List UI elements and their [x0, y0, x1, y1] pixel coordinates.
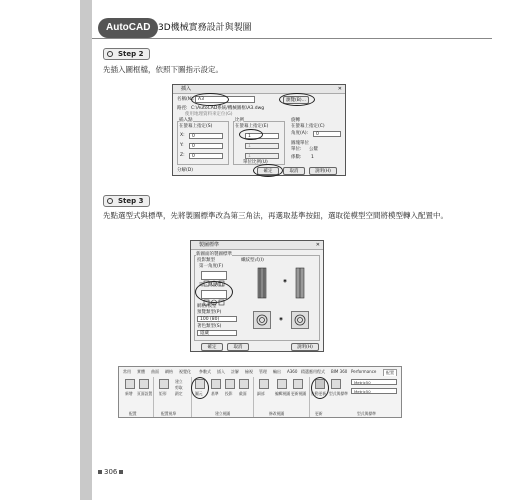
- page-number-value: 306: [104, 468, 118, 476]
- ribbon-tab[interactable]: 常用: [123, 369, 131, 374]
- ribbon-tab[interactable]: 檢視: [245, 369, 253, 374]
- ribbon-tab[interactable]: BIM 360: [331, 369, 348, 374]
- header-divider: [92, 38, 492, 39]
- update-view-label: 編輯視圖: [275, 391, 291, 396]
- factor-label: 係數:: [291, 155, 302, 160]
- panel-label-viewports: 配置視埠: [161, 411, 177, 416]
- clip-small-button[interactable]: 剪取: [175, 385, 183, 390]
- preview-b-icon[interactable]: [291, 311, 309, 329]
- ok-highlight-oval: [253, 164, 283, 177]
- scale-y-input: [245, 143, 279, 149]
- ribbon-tab[interactable]: 網格: [165, 369, 173, 374]
- create-small-button[interactable]: 建立: [175, 379, 183, 384]
- base-highlight-oval: [191, 377, 209, 399]
- ribbon-tab[interactable]: 註解: [231, 369, 239, 374]
- step3-badge: [103, 195, 150, 207]
- styles-icon[interactable]: [331, 379, 341, 389]
- scale-y-value: 1: [248, 144, 251, 149]
- path-value: C:\AutoCAD系統/機械圖框\A3.dwg: [191, 106, 265, 111]
- y-input[interactable]: [189, 143, 223, 149]
- style-dropdown-2[interactable]: [351, 388, 397, 394]
- step2-label: Step 2: [118, 50, 144, 58]
- drafting-dialog-titlebar: [191, 241, 323, 250]
- auto-update-label: 更新視圖: [291, 391, 307, 396]
- step3-text: 先點選型式與標準，先將製圖標準改為第三角法，再選取基準按鈕，選取從模型空間將模型轉入配置中。: [103, 211, 448, 220]
- ribbon-tab[interactable]: Performance: [351, 369, 377, 374]
- drafting-standard-dialog: [190, 240, 324, 352]
- name-value: A3: [198, 97, 204, 102]
- z-input[interactable]: [189, 153, 223, 159]
- help-button[interactable]: 說明(H): [291, 343, 319, 351]
- page-setup-label: 頁面設置: [137, 391, 153, 396]
- thread-style-b-icon[interactable]: [291, 267, 309, 299]
- x-value: 0: [192, 134, 195, 139]
- new-layout-icon[interactable]: [125, 379, 135, 389]
- insert-dialog-title: 插入: [181, 86, 192, 92]
- book-title: 3D機械實務設計與製圖: [158, 23, 252, 33]
- projected-label: 基準: [211, 391, 219, 396]
- factor-value: 1: [311, 155, 314, 160]
- z-label: Z:: [180, 153, 185, 158]
- rotation-title: 旋轉: [291, 118, 300, 123]
- ok-button[interactable]: 確定: [257, 167, 279, 175]
- drafting-standard-highlight-oval: [311, 377, 329, 399]
- shading-title: 網格/模型: [197, 304, 217, 309]
- preview-type-select[interactable]: [197, 330, 237, 336]
- style-dropdown-1[interactable]: [351, 379, 397, 385]
- brand-badge: [98, 18, 158, 38]
- panel-separator: [253, 377, 254, 417]
- ribbon-tab[interactable]: 實體: [137, 369, 145, 374]
- x-label: X:: [180, 133, 185, 138]
- detail-label: 截面: [239, 391, 247, 396]
- page-margin-bar: [80, 0, 92, 500]
- thread-style-a-icon[interactable]: [253, 267, 271, 299]
- projected-view-icon[interactable]: [211, 379, 221, 389]
- projection-label: 投影類型: [197, 258, 215, 263]
- thread-radio-icon[interactable]: ◉: [283, 279, 287, 284]
- styles-label: 型式與標準: [329, 391, 348, 396]
- page-number: [96, 468, 125, 476]
- scale-onscreen-check[interactable]: 在螢幕上指定(E): [235, 124, 269, 129]
- ok-button[interactable]: 確定: [201, 343, 223, 351]
- insertion-point-title: 插入點: [179, 118, 193, 123]
- unit-label: 單位:: [291, 147, 302, 152]
- z-value: 0: [192, 154, 195, 159]
- preview-a-icon[interactable]: [253, 311, 271, 329]
- preview-value: 100 (80): [200, 317, 220, 322]
- brand-label: AutoCAD: [106, 22, 151, 33]
- step3-label: Step 3: [118, 197, 144, 205]
- panel-label-styles: 型式與標準: [357, 411, 376, 416]
- close-icon[interactable]: ✕: [337, 86, 342, 92]
- hole-preview-icon: [292, 312, 308, 328]
- ribbon-tab[interactable]: 參數式: [199, 369, 211, 374]
- browse-highlight-oval: [279, 93, 315, 106]
- y-label: Y:: [180, 143, 184, 148]
- uniform-scale-check[interactable]: 單位比例(U): [243, 160, 268, 165]
- preview-select[interactable]: [197, 316, 237, 322]
- rectangular-viewport-icon[interactable]: [159, 379, 169, 389]
- scale-x-value: 1: [248, 134, 251, 139]
- geo-checkbox[interactable]: 使用地理資料來定位(G): [185, 112, 233, 117]
- ribbon-tab[interactable]: A360: [287, 369, 298, 374]
- panel-separator: [153, 377, 154, 417]
- scale-title: 比例: [235, 118, 244, 123]
- base-label: 圖元: [195, 391, 203, 396]
- section-view-icon[interactable]: [225, 379, 235, 389]
- preview-radio-icon[interactable]: ◉: [279, 317, 283, 322]
- page-header: [92, 16, 492, 40]
- rectangular-label: 矩形: [159, 391, 167, 396]
- style-dropdown-1-value: Metric50: [354, 380, 371, 385]
- ribbon-tab[interactable]: 輸出: [273, 369, 281, 374]
- browse-button[interactable]: 瀏覽(B)...: [283, 96, 309, 104]
- y-value: 0: [192, 144, 195, 149]
- help-button[interactable]: 說明(H): [309, 167, 337, 175]
- drafting-group-title: 新圖面的製圖標準: [196, 252, 232, 257]
- panel-label-modify-view: 修改視圖: [269, 411, 285, 416]
- explode-check[interactable]: 分解(D): [177, 168, 193, 173]
- path-label: 路徑:: [177, 106, 188, 111]
- preview-type-label: 著色類型(S): [197, 324, 222, 329]
- insert-dialog: [172, 84, 346, 176]
- magnifier-icon: [107, 198, 113, 204]
- detail-view-icon[interactable]: [239, 379, 249, 389]
- cancel-button[interactable]: 取消: [227, 343, 249, 351]
- ribbon-tab[interactable]: 精選應用程式: [301, 369, 325, 374]
- panel-separator: [309, 377, 310, 417]
- ribbon-toolbar: [118, 366, 402, 418]
- name-highlight-oval: [191, 93, 229, 106]
- x-input[interactable]: [189, 133, 223, 139]
- drafting-standard-label: 自動更新: [311, 391, 327, 396]
- scale-highlight-oval: [239, 129, 263, 140]
- panel-label-update: 更新: [315, 411, 323, 416]
- threads-label: 螺紋型式(I): [241, 258, 264, 263]
- section-label: 投影: [225, 391, 233, 396]
- hole-preview-icon: [254, 312, 270, 328]
- step2-badge: [103, 48, 150, 60]
- name-label: 名稱(N):: [177, 97, 195, 102]
- preview-type-value: 隱藏: [200, 331, 209, 336]
- unit-value: 公釐: [309, 147, 318, 152]
- edit-view-icon[interactable]: [259, 379, 269, 389]
- angle-label: 角度(A):: [291, 131, 309, 136]
- edit-view-label: 細部: [257, 391, 265, 396]
- third-angle-highlight-oval: [195, 281, 233, 303]
- scale-z-input: [245, 153, 279, 159]
- ribbon-tab[interactable]: 插入: [217, 369, 225, 374]
- auto-update-icon[interactable]: [293, 379, 303, 389]
- insert-dialog-titlebar: [173, 85, 345, 94]
- ribbon-tab[interactable]: 視覺化: [179, 369, 191, 374]
- ribbon-tab[interactable]: 曲面: [151, 369, 159, 374]
- page-setup-icon[interactable]: [139, 379, 149, 389]
- insertion-onscreen-check[interactable]: 在螢幕上指定(S): [179, 124, 213, 129]
- lock-small-button[interactable]: 鎖定: [175, 391, 183, 396]
- close-icon[interactable]: ✕: [315, 242, 320, 248]
- step2-text: 先插入圖框檔，依照下圖指示設定。: [103, 65, 223, 74]
- ribbon-tab[interactable]: 管理: [259, 369, 267, 374]
- update-view-icon[interactable]: [277, 379, 287, 389]
- scale-z-value: 1: [248, 154, 251, 159]
- angle-input[interactable]: [313, 131, 341, 137]
- panel-label-layout: 配置: [129, 411, 137, 416]
- angle-value: 0: [316, 132, 319, 137]
- third-angle-label: 第三角度(T): [199, 283, 224, 288]
- new-layout-label: 新增: [125, 391, 133, 396]
- rotation-onscreen-check[interactable]: 在螢幕上指定(C): [291, 124, 325, 129]
- panel-label-create-view: 建立視圖: [215, 411, 231, 416]
- first-angle-label: 第一角度(F): [199, 264, 224, 269]
- style-dropdown-2-value: Metric50: [354, 389, 371, 394]
- ribbon-tab-layout[interactable]: 配置: [383, 369, 397, 376]
- magnifier-icon: [107, 51, 113, 57]
- drafting-dialog-title: 製圖標準: [199, 242, 220, 248]
- block-unit-title: 圖塊單位: [291, 141, 309, 146]
- preview-label: 預覽類型(P): [197, 310, 222, 315]
- cancel-button[interactable]: 取消: [283, 167, 305, 175]
- first-angle-option[interactable]: [201, 271, 227, 280]
